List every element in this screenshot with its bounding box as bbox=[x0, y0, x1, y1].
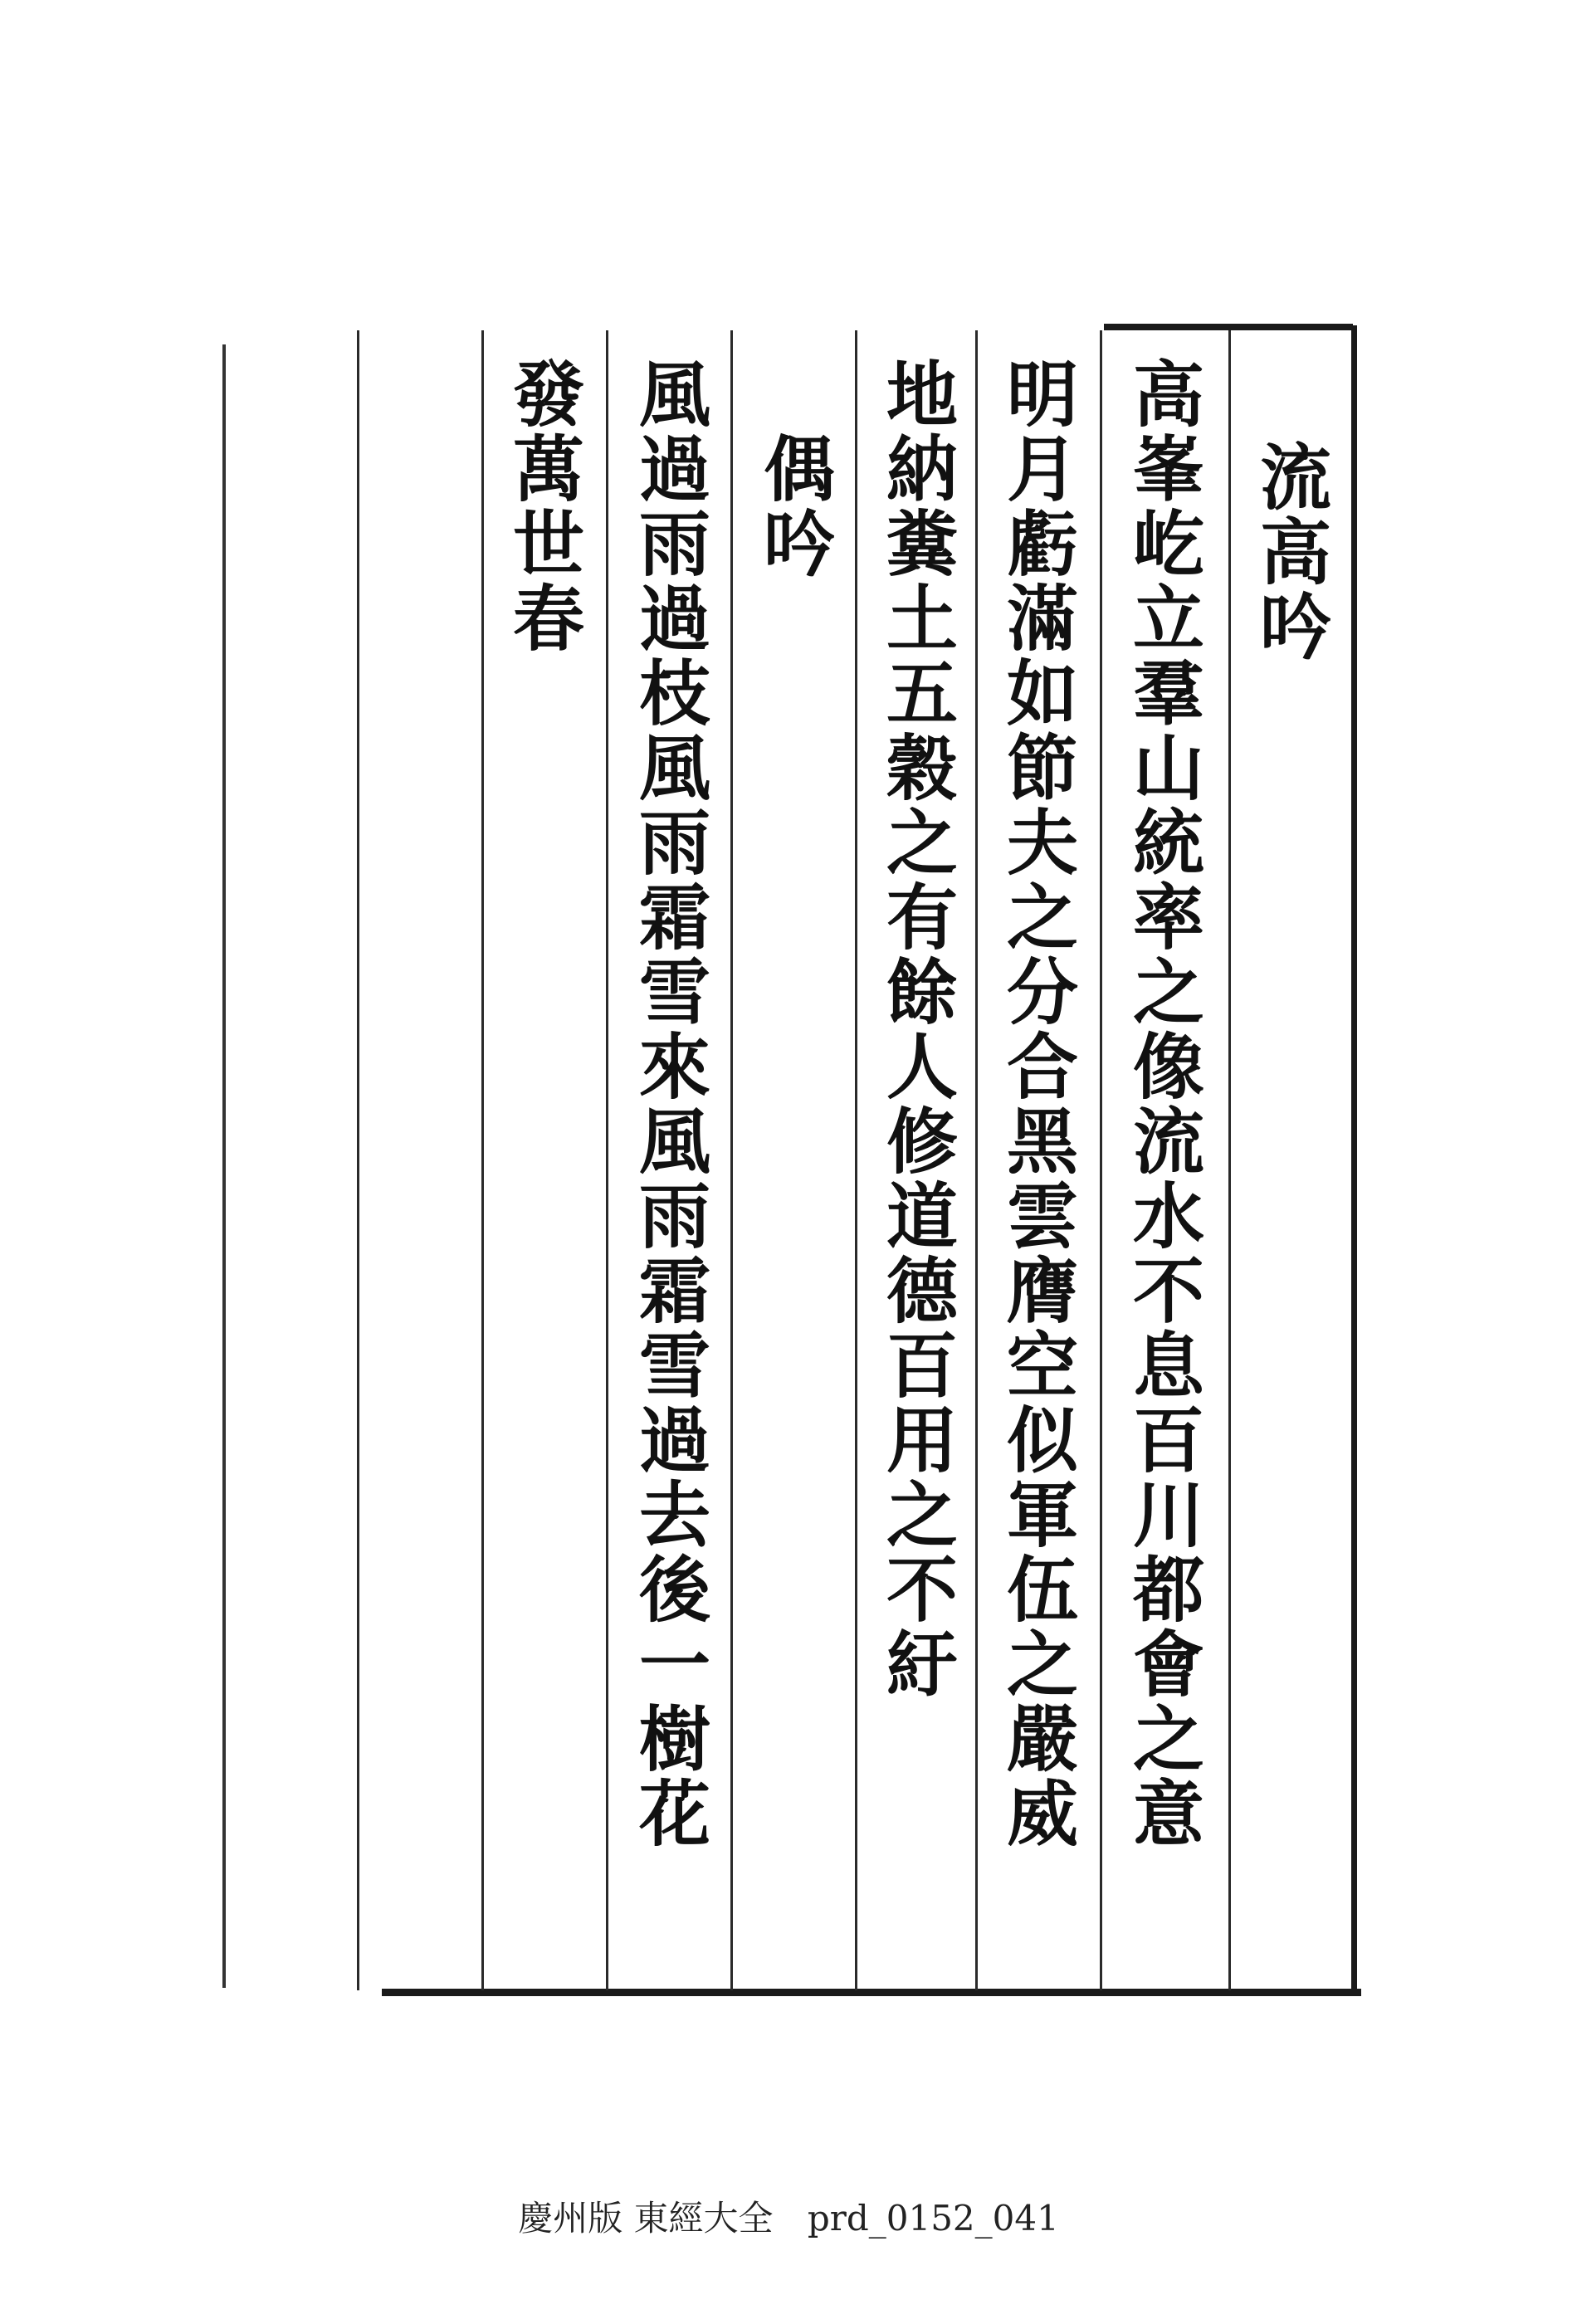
column-divider bbox=[481, 330, 484, 1990]
poem-title-ouyin: 偶吟 bbox=[751, 432, 835, 581]
text-column-2: 明月虧滿如節夫之分合黑雲膺空似軍伍之嚴威 bbox=[994, 357, 1078, 1851]
column-divider bbox=[357, 330, 359, 1990]
footer-source: 慶州版 東經大全 bbox=[518, 2198, 774, 2239]
frame-right-rule bbox=[1351, 325, 1357, 1992]
column-divider bbox=[1228, 330, 1231, 1990]
frame-left-rule bbox=[222, 344, 226, 1988]
poem-title-liugoyin: 流高吟 bbox=[1247, 440, 1331, 664]
frame-bottom-rule bbox=[382, 1989, 1361, 1996]
footer-page-id: prd_0152_041 bbox=[807, 2198, 1059, 2239]
text-column-6: 發萬世春 bbox=[500, 357, 584, 656]
frame-top-rule bbox=[1104, 324, 1353, 330]
column-divider bbox=[1100, 330, 1102, 1990]
column-divider bbox=[730, 330, 733, 1990]
column-divider bbox=[855, 330, 857, 1990]
text-column-1: 高峯屹立羣山統率之像流水不息百川都會之意 bbox=[1120, 357, 1204, 1851]
page-footer bbox=[0, 2191, 1577, 2241]
text-column-3: 地納糞土五穀之有餘人修道德百用之不紆 bbox=[874, 357, 958, 1702]
column-divider bbox=[606, 330, 608, 1990]
text-column-5: 風過雨過枝風雨霜雪來風雨霜雪過去後一樹花 bbox=[627, 357, 710, 1851]
column-divider bbox=[975, 330, 978, 1990]
